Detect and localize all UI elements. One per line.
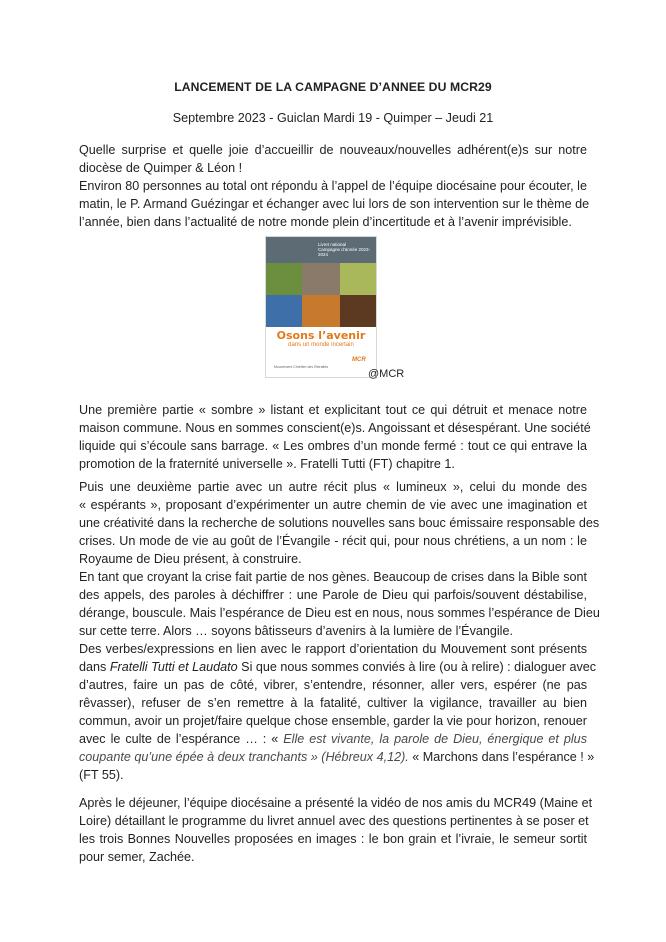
paragraph-line: pour semer, Zachée. [79, 850, 195, 864]
paragraph-line: l’année, bien dans l’actualité de notre monde plein d’incertitude et à l’avenir imprévisible. [79, 215, 572, 229]
cover-header-text [318, 242, 376, 257]
paragraph-line: crises. Un mode de vie au goût de l’Évangile - récit qui, pour nous chrétiens, a un nom : le [79, 534, 587, 548]
paragraph-dark-part [79, 401, 591, 473]
bible-quote: Elle est vivante, la parole de Dieu, énergique et plus [283, 732, 587, 746]
paragraph-line: promotion de la fraternité universelle ». Fratelli Tutti (FT) chapitre 1. [79, 457, 455, 471]
paragraph-line: En tant que croyant la crise fait partie de nos gènes. Beaucoup de crises dans la Bible sont [79, 570, 587, 584]
paragraph-line: Quelle surprise et quelle joie d’accueillir de nouveaux/nouvelles adhérent(e)s sur notre [79, 143, 587, 157]
paragraph-afternoon [79, 794, 593, 866]
paragraph-line: (FT 55). [79, 768, 124, 782]
cover-photo [266, 295, 302, 327]
cover-photo [302, 295, 340, 327]
mcr-logo: MCR [352, 357, 366, 363]
text-run: « Marchons dans l’espérance ! » [408, 750, 595, 764]
cover-subtitle: dans un monde incertain [288, 342, 354, 348]
cover-header-label: Livret national [318, 242, 347, 247]
cover-header [266, 237, 376, 263]
paragraph-line: les trois Bonnes Nouvelles proposées en images : le bon grain et l’ivraie, le semeur sortit [79, 832, 587, 846]
paragraph-line [79, 658, 597, 676]
cover-title: Osons l’avenir [276, 329, 366, 342]
text-run: dans [79, 660, 110, 674]
cover-footer: Mouvement Chrétien des Retraités [274, 365, 329, 369]
text-run: Si que nous sommes conviés à lire (ou à relire) : dialoguer avec [237, 660, 597, 674]
paragraph-line: maison commune. Nous en sommes conscient(e)s. Angoissant et désespérant. Une société [79, 421, 591, 435]
paragraph-line: Loire) détaillant le programme du livret annuel avec des questions pertinentes à se poser et [79, 814, 589, 828]
paragraph-line: Des verbes/expressions en lien avec le rapport d’orientation du Mouvement sont présents [79, 642, 587, 656]
cover-photo [340, 263, 376, 295]
bible-quote: coupante qu’une épée à deux tranchants » (Hébreux 4,12). [79, 750, 409, 764]
paragraph-line: Une première partie « sombre » listant et explicitant tout ce qui détruit et menace notre [79, 403, 587, 417]
paragraph-line [79, 748, 595, 766]
paragraph-line: commun, avoir un projet/faire quelque chose ensemble, garder la vie pour horizon, renouer [79, 714, 587, 728]
paragraph-line: Après le déjeuner, l’équipe diocésaine a présenté la vidéo de nos amis du MCR49 (Maine et [79, 796, 593, 810]
paragraph-line: « espérants », proposant d’expérimenter un autre chemin de vie avec une imagination et [79, 498, 587, 512]
paragraph-line: Environ 80 personnes au total ont répondu à l’appel de l’équipe diocésaine pour écouter, le [79, 179, 587, 193]
paragraph-line: rêvasser), refuser de s’en remettre à la fatalité, cultiver la vigilance, travailler au bien [79, 696, 587, 710]
cover-photo-grid [266, 263, 376, 327]
cover-photo [340, 295, 376, 327]
booklet-cover-image [265, 236, 377, 378]
document-title: LANCEMENT DE LA CAMPAGNE D’ANNEE DU MCR29 [174, 80, 492, 94]
encyclical-titles: Fratelli Tutti et Laudato [109, 660, 238, 674]
paragraph-line: Puis une deuxième partie avec un autre récit plus « lumineux », celui du monde des [79, 480, 587, 494]
paragraph-line: diocèse de Quimper & Léon ! [79, 161, 243, 175]
paragraph-line: matin, le P. Armand Guézingar et échanger avec lui lors de son intervention sur le thème de [79, 197, 590, 211]
paragraph-line: d’autres, faire un pas de côté, vibrer, s’entendre, résonner, aller vers, espérer (ne pas [79, 678, 587, 692]
paragraph-line: dérange, bouscule. Mais l’espérance de Dieu est en nous, nous sommes l’espérance de Dieu [79, 606, 600, 620]
paragraph-line: Royaume de Dieu présent, à construire. [79, 552, 302, 566]
paragraph-line: une créativité dans la recherche de solutions nouvelles sans bouc émissaire responsable des [79, 516, 600, 530]
cover-photo [266, 263, 302, 295]
paragraph-intro [79, 141, 590, 231]
paragraph-verbs [79, 640, 597, 784]
document-subtitle: Septembre 2023 - Guiclan Mardi 19 - Quimper – Jeudi 21 [172, 111, 494, 125]
paragraph-line: des appels, des paroles à déchiffrer : une Parole de Dieu qui parfois/souvent déstabilise, [79, 588, 587, 602]
cover-photo [302, 263, 340, 295]
paragraph-line [79, 730, 587, 748]
paragraph-bright-part [79, 478, 600, 640]
text-run: avec le culte de l’espérance … : « [79, 732, 284, 746]
image-credit: @MCR [368, 368, 405, 380]
paragraph-line: sur cette terre. Alors … soyons bâtisseurs d’avenirs à la lumière de l’Évangile. [79, 624, 513, 638]
paragraph-line: liquide qui s’écoule sans barrage. « Les ombres d’un monde fermé : tout ce qui entrave la [79, 439, 587, 453]
cover-header-sublabel: Campagne d’année 2023-2024 [318, 247, 371, 257]
